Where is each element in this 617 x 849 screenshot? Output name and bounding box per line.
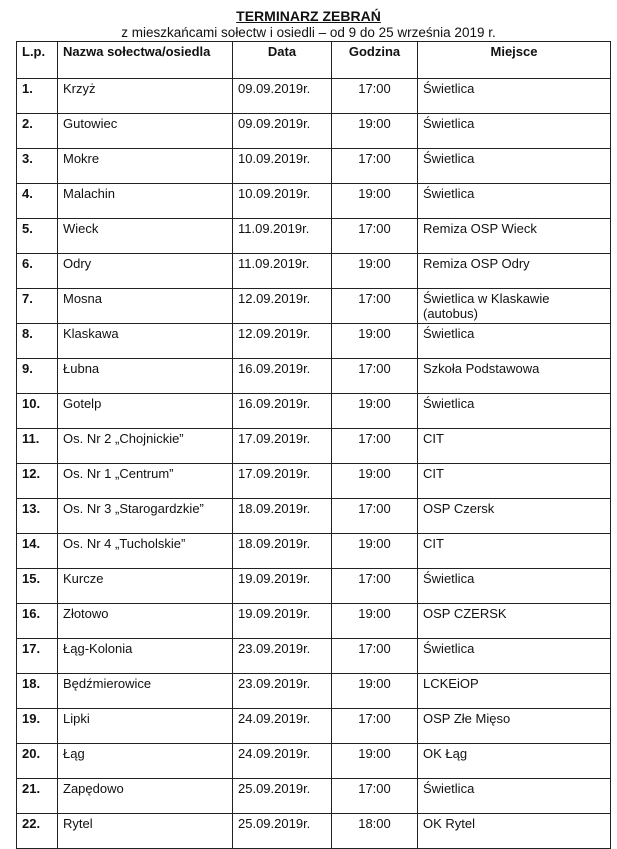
cell-name: Gotelp [58, 394, 233, 429]
table-row [17, 534, 611, 569]
cell-time: 17:00 [332, 499, 418, 534]
cell-name: Klaskawa [58, 324, 233, 359]
cell-place: Remiza OSP Wieck [418, 219, 611, 254]
table-row [17, 569, 611, 604]
cell-date: 19.09.2019r. [233, 604, 332, 639]
cell-name: Malachin [58, 184, 233, 219]
cell-time: 17:00 [332, 709, 418, 744]
cell-date: 24.09.2019r. [233, 709, 332, 744]
cell-time: 17:00 [332, 219, 418, 254]
cell-place: Remiza OSP Odry [418, 254, 611, 289]
cell-date: 18.09.2019r. [233, 534, 332, 569]
cell-place: OSP CZERSK [418, 604, 611, 639]
table-body [17, 79, 611, 849]
table-row [17, 744, 611, 779]
table-row [17, 499, 611, 534]
cell-date: 17.09.2019r. [233, 464, 332, 499]
cell-date: 11.09.2019r. [233, 254, 332, 289]
cell-lp: 19. [17, 709, 58, 744]
cell-lp: 11. [17, 429, 58, 464]
cell-time: 19:00 [332, 184, 418, 219]
cell-time: 19:00 [332, 604, 418, 639]
cell-time: 19:00 [332, 674, 418, 709]
column-header-name: Nazwa sołectwa/osiedla [58, 42, 233, 79]
cell-name: Lipki [58, 709, 233, 744]
cell-time: 17:00 [332, 569, 418, 604]
cell-date: 25.09.2019r. [233, 779, 332, 814]
cell-name: Krzyż [58, 79, 233, 114]
meeting-schedule-table [16, 41, 611, 849]
cell-lp: 14. [17, 534, 58, 569]
cell-lp: 9. [17, 359, 58, 394]
cell-date: 11.09.2019r. [233, 219, 332, 254]
cell-lp: 22. [17, 814, 58, 849]
table-row [17, 114, 611, 149]
cell-date: 19.09.2019r. [233, 569, 332, 604]
cell-lp: 13. [17, 499, 58, 534]
cell-lp: 4. [17, 184, 58, 219]
cell-date: 25.09.2019r. [233, 814, 332, 849]
cell-name: Złotowo [58, 604, 233, 639]
cell-date: 16.09.2019r. [233, 359, 332, 394]
cell-place: OK Łąg [418, 744, 611, 779]
table-row [17, 359, 611, 394]
cell-date: 10.09.2019r. [233, 184, 332, 219]
cell-name: Łąg [58, 744, 233, 779]
table-row [17, 779, 611, 814]
cell-place: Świetlica [418, 569, 611, 604]
cell-time: 19:00 [332, 394, 418, 429]
cell-lp: 12. [17, 464, 58, 499]
cell-date: 17.09.2019r. [233, 429, 332, 464]
table-row [17, 289, 611, 324]
cell-place: Szkoła Podstawowa [418, 359, 611, 394]
cell-name: Łąg-Kolonia [58, 639, 233, 674]
cell-date: 12.09.2019r. [233, 324, 332, 359]
table-row [17, 674, 611, 709]
table-row [17, 464, 611, 499]
cell-name: Os. Nr 3 „Starogardzkie” [58, 499, 233, 534]
cell-time: 19:00 [332, 114, 418, 149]
cell-name: Mokre [58, 149, 233, 184]
cell-date: 18.09.2019r. [233, 499, 332, 534]
table-row [17, 79, 611, 114]
cell-time: 19:00 [332, 534, 418, 569]
table-row [17, 394, 611, 429]
cell-time: 17:00 [332, 289, 418, 324]
cell-place: CIT [418, 534, 611, 569]
cell-name: Zapędowo [58, 779, 233, 814]
cell-name: Os. Nr 2 „Chojnickie” [58, 429, 233, 464]
column-header-place: Miejsce [418, 42, 611, 79]
cell-lp: 2. [17, 114, 58, 149]
cell-place: Świetlica [418, 779, 611, 814]
cell-place: Świetlica [418, 184, 611, 219]
cell-lp: 18. [17, 674, 58, 709]
cell-time: 17:00 [332, 639, 418, 674]
table-row [17, 149, 611, 184]
cell-time: 19:00 [332, 464, 418, 499]
cell-lp: 16. [17, 604, 58, 639]
cell-place: Świetlica [418, 114, 611, 149]
cell-place: Świetlica [418, 79, 611, 114]
cell-place: Świetlica [418, 149, 611, 184]
cell-place: CIT [418, 429, 611, 464]
cell-place: OK Rytel [418, 814, 611, 849]
cell-time: 17:00 [332, 429, 418, 464]
cell-place: Świetlica [418, 639, 611, 674]
table-row [17, 254, 611, 289]
cell-date: 24.09.2019r. [233, 744, 332, 779]
column-header-time: Godzina [332, 42, 418, 79]
cell-place: Świetlica [418, 324, 611, 359]
table-row [17, 184, 611, 219]
cell-name: Będźmierowice [58, 674, 233, 709]
cell-time: 17:00 [332, 359, 418, 394]
cell-lp: 5. [17, 219, 58, 254]
cell-name: Wieck [58, 219, 233, 254]
cell-date: 12.09.2019r. [233, 289, 332, 324]
page-subtitle: z mieszkańcami sołectw i osiedli – od 9 do 25 września 2019 r. [121, 25, 496, 40]
cell-date: 09.09.2019r. [233, 114, 332, 149]
table-row [17, 429, 611, 464]
cell-lp: 6. [17, 254, 58, 289]
cell-name: Rytel [58, 814, 233, 849]
cell-date: 09.09.2019r. [233, 79, 332, 114]
cell-lp: 3. [17, 149, 58, 184]
cell-name: Gutowiec [58, 114, 233, 149]
cell-name: Łubna [58, 359, 233, 394]
cell-time: 17:00 [332, 149, 418, 184]
cell-time: 19:00 [332, 744, 418, 779]
cell-place: Świetlica w Klaskawie (autobus) [418, 289, 611, 324]
cell-place: OSP Czersk [418, 499, 611, 534]
column-header-lp: L.p. [17, 42, 58, 79]
cell-lp: 21. [17, 779, 58, 814]
table-row [17, 324, 611, 359]
cell-date: 16.09.2019r. [233, 394, 332, 429]
cell-name: Odry [58, 254, 233, 289]
page-title: TERMINARZ ZEBRAŃ [236, 8, 381, 24]
cell-lp: 7. [17, 289, 58, 324]
cell-lp: 17. [17, 639, 58, 674]
cell-time: 18:00 [332, 814, 418, 849]
cell-place: OSP Złe Mięso [418, 709, 611, 744]
table-row [17, 814, 611, 849]
table-row [17, 709, 611, 744]
cell-name: Os. Nr 4 „Tucholskie” [58, 534, 233, 569]
cell-name: Os. Nr 1 „Centrum” [58, 464, 233, 499]
table-row [17, 219, 611, 254]
table-row [17, 639, 611, 674]
table-row [17, 604, 611, 639]
cell-place: CIT [418, 464, 611, 499]
cell-name: Kurcze [58, 569, 233, 604]
cell-date: 23.09.2019r. [233, 639, 332, 674]
table-header-row [17, 42, 611, 79]
cell-place: Świetlica [418, 394, 611, 429]
cell-lp: 10. [17, 394, 58, 429]
cell-place: LCKEiOP [418, 674, 611, 709]
column-header-date: Data [233, 42, 332, 79]
cell-lp: 20. [17, 744, 58, 779]
cell-lp: 8. [17, 324, 58, 359]
cell-time: 19:00 [332, 254, 418, 289]
cell-time: 17:00 [332, 779, 418, 814]
cell-lp: 15. [17, 569, 58, 604]
cell-date: 10.09.2019r. [233, 149, 332, 184]
cell-time: 19:00 [332, 324, 418, 359]
cell-name: Mosna [58, 289, 233, 324]
cell-lp: 1. [17, 79, 58, 114]
cell-date: 23.09.2019r. [233, 674, 332, 709]
cell-time: 17:00 [332, 79, 418, 114]
